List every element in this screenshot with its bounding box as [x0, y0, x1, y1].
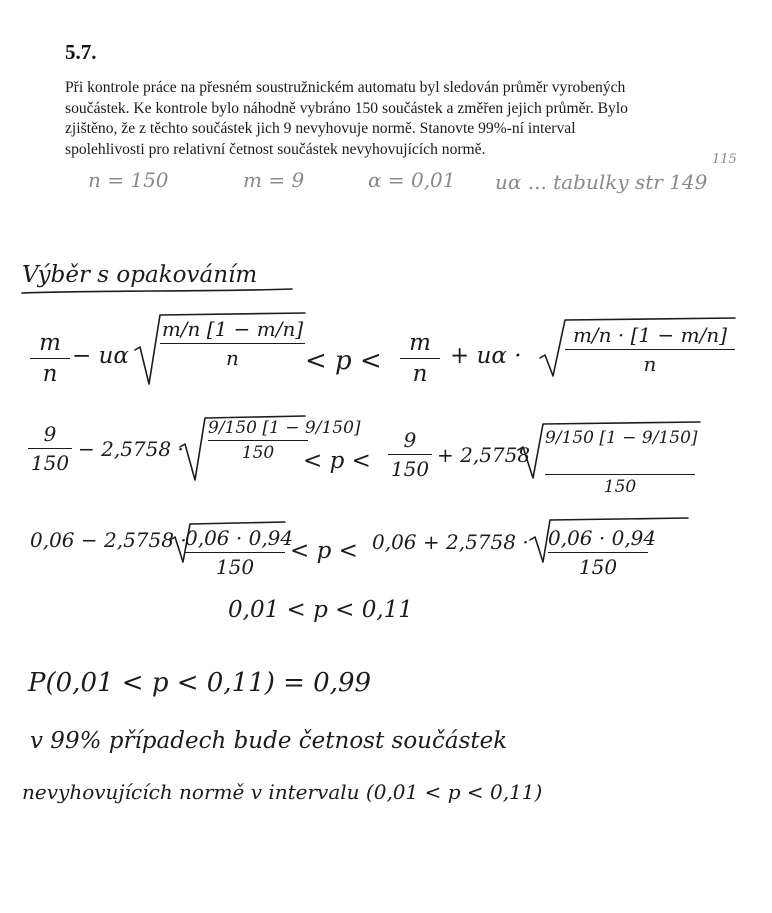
subst-inequality: < p <	[303, 448, 371, 474]
numeric-left: 0,06 − 2,5758 ·	[30, 528, 187, 552]
numeric-sqrt-fraction-left: 0,06 · 0,94 150	[185, 526, 294, 579]
given-m: m = 9	[243, 168, 305, 192]
radical-sign	[135, 313, 305, 384]
given-page-alt: 115	[712, 152, 737, 167]
numeric-sqrt-fraction-right: 0,06 · 0,94 150	[548, 526, 657, 579]
heading-underline	[22, 289, 292, 293]
radical-sign	[170, 522, 285, 562]
problem-line: součástek. Ke kontrole bylo náhodně vybráno 150 součástek a změřen jejich průměr. Bylo	[65, 99, 628, 117]
problem-line: Při kontrole práce na přesném soustružnickém automatu byl sledován průměr vyrobených	[65, 79, 626, 96]
given-n: n = 150	[88, 168, 169, 192]
radical-sign	[518, 422, 700, 478]
numeric-right: 0,06 + 2,5758 ·	[372, 530, 529, 554]
conclusion-line: nevyhovujících normě v intervalu (0,01 < p < 0,11)	[22, 780, 543, 804]
solution-heading: Výběr s opakováním	[22, 262, 258, 288]
numeric-inequality: < p <	[290, 538, 358, 564]
subst-sqrt-fraction-left: 9/150 [1 − 9/150] 150	[208, 418, 361, 463]
problem-line: zjištěno, že z těchto součástek jich 9 nevyhovuje normě. Stanovte 99%-ní interval	[65, 120, 576, 137]
formula-minus-u: − uα	[72, 343, 129, 369]
formula-fraction-left: m n	[30, 330, 70, 387]
result-interval: 0,01 < p < 0,11	[228, 597, 413, 623]
formula-inequality: < p <	[305, 346, 382, 376]
subst-fraction-left: 9 150	[28, 422, 72, 475]
radical-sign	[530, 518, 688, 562]
formula-sqrt-fraction-right: m/n · [1 − m/n] n	[565, 323, 735, 376]
subst-sqrt-fraction-right: 9/150 [1 − 9/150] 150	[545, 428, 698, 497]
probability-statement: P(0,01 < p < 0,11) = 0,99	[28, 668, 372, 698]
subst-plus-z: + 2,5758	[437, 443, 531, 467]
subst-fraction-right: 9 150	[388, 428, 432, 481]
problem-line: spolehlivosti pro relativní četnost součástek nevyhovujících normě.	[65, 140, 486, 158]
problem-number: 5.7.	[65, 40, 97, 64]
conclusion-line: v 99% případech bude četnost součástek	[30, 728, 508, 754]
formula-sqrt-fraction-left: m/n [1 − m/n] n	[161, 317, 304, 370]
given-u-note: uα ... tabulky str 149	[495, 170, 708, 194]
formula-fraction-right: m n	[400, 330, 440, 387]
given-alpha: α = 0,01	[368, 168, 456, 192]
formula-plus-u: + uα ·	[450, 343, 522, 369]
radical-sign	[540, 318, 735, 376]
radical-sign	[180, 416, 305, 480]
subst-minus-z: − 2,5758 ·	[78, 437, 184, 461]
